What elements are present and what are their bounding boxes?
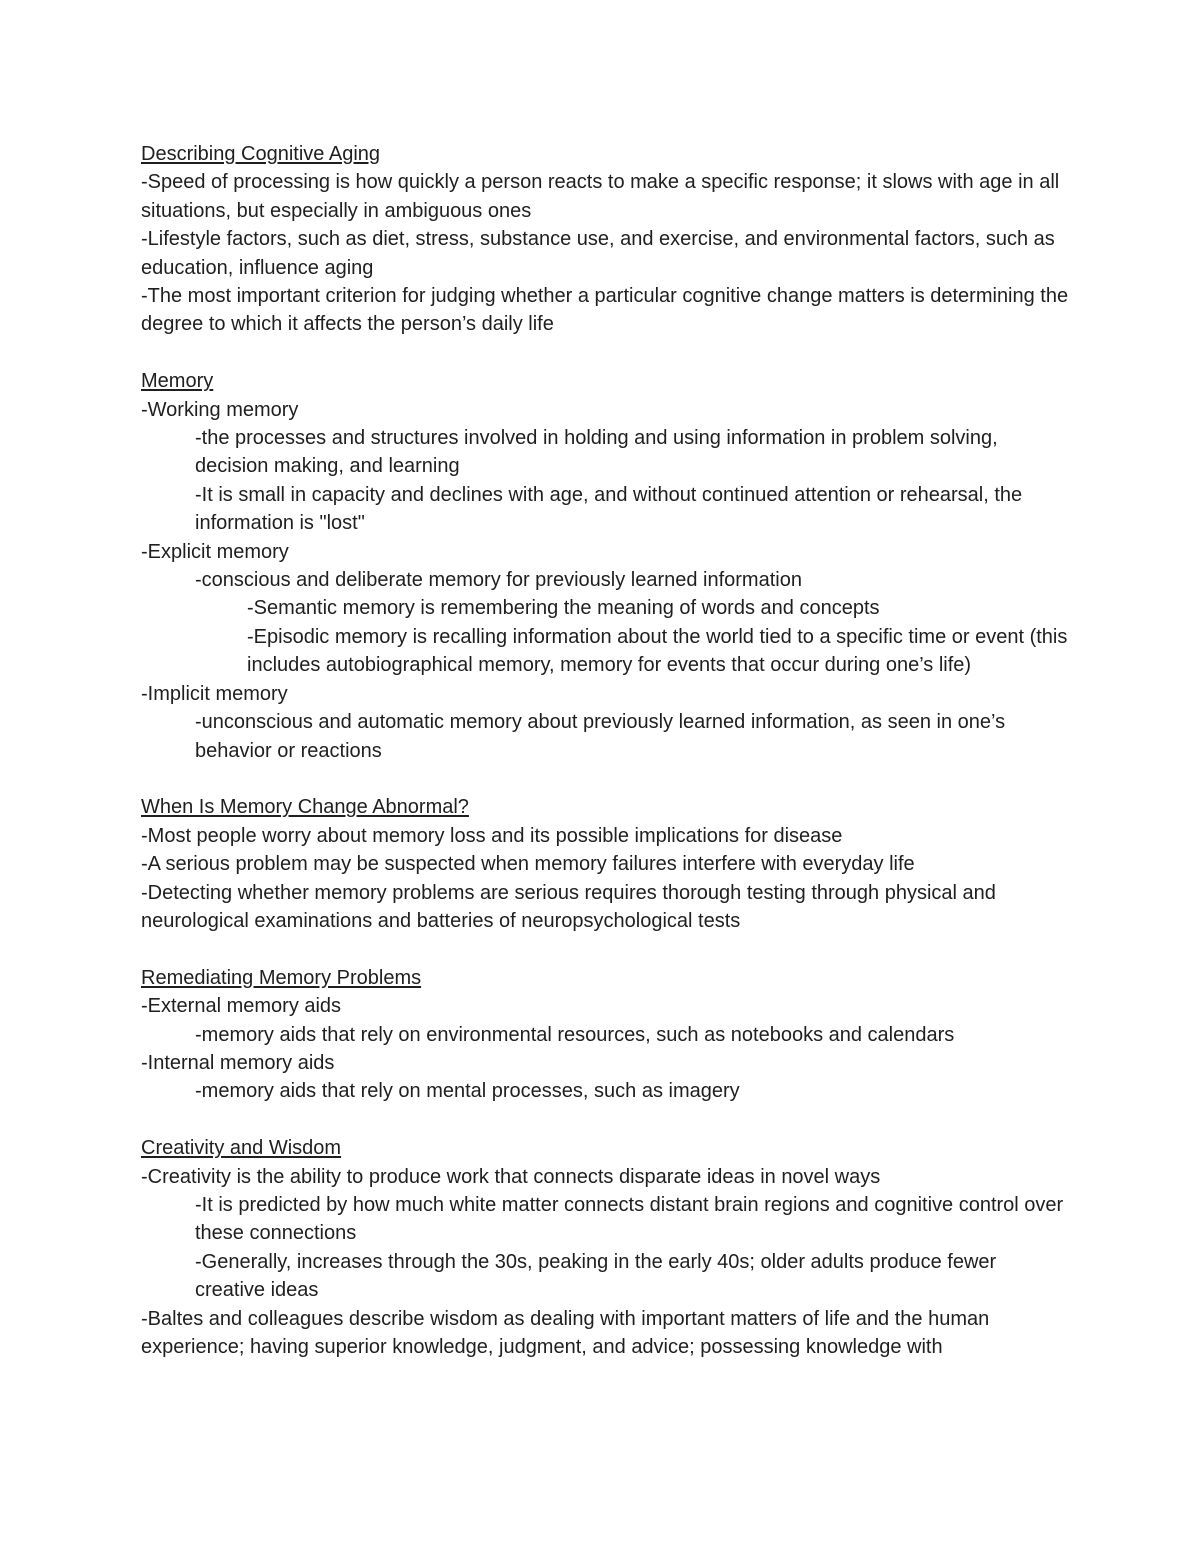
section-memory bbox=[141, 367, 1071, 765]
sub-sub-bullet-item: -Semantic memory is remembering the meaning of words and concepts bbox=[247, 597, 880, 620]
section-spacer bbox=[141, 339, 1071, 367]
section-spacer bbox=[141, 935, 1071, 963]
section-heading: Memory bbox=[141, 370, 214, 393]
sub-bullet-item: -conscious and deliberate memory for previously learned information bbox=[195, 569, 802, 592]
sub-bullet-item: -memory aids that rely on environmental resources, such as notebooks and calendars bbox=[195, 1023, 955, 1046]
sub-sub-bullet-item: -Episodic memory is recalling information about the world tied to a specific time or event (this includes autobiographical memory, memory for events that occur during one’s life) bbox=[247, 625, 1068, 677]
bullet-item: -Implicit memory bbox=[141, 682, 288, 705]
sub-bullet-item: -memory aids that rely on mental processes, such as imagery bbox=[195, 1080, 740, 1103]
bullet-item: -Detecting whether memory problems are serious requires thorough testing through physical and neurological examinations and batteries of neuropsychological tests bbox=[141, 881, 996, 932]
section-heading: Describing Cognitive Aging bbox=[141, 143, 381, 165]
section-heading: When Is Memory Change Abnormal? bbox=[141, 796, 469, 819]
sub-bullet-item: -It is predicted by how much white matter connects distant brain regions and cognitive control over these connections bbox=[195, 1193, 1064, 1245]
bullet-item: -Speed of processing is how quickly a person reacts to make a specific response; it slows with age in all situations, but especially in ambiguous ones bbox=[141, 171, 1060, 222]
bullet-item: -The most important criterion for judging whether a particular cognitive change matters is determining the degree to which it affects the person’s daily life bbox=[141, 285, 1069, 336]
section-spacer bbox=[141, 765, 1071, 793]
sub-bullet-item: -unconscious and automatic memory about previously learned information, as seen in one’s behavior or reactions bbox=[195, 711, 1006, 762]
bullet-item: -Internal memory aids bbox=[141, 1051, 335, 1074]
bullet-item: -Baltes and colleagues describe wisdom as dealing with important matters of life and the human experience; having superior knowledge, judgment, and advice; possessing knowledge with bbox=[141, 1307, 990, 1358]
bullet-item: -Working memory bbox=[141, 398, 299, 421]
bullet-item: -Most people worry about memory loss and its possible implications for disease bbox=[141, 824, 843, 847]
section-heading: Creativity and Wisdom bbox=[141, 1137, 342, 1160]
sub-bullet-item: -the processes and structures involved in holding and using information in problem solving, decision making, and learning bbox=[195, 427, 998, 478]
section-heading: Remediating Memory Problems bbox=[141, 966, 422, 989]
bullet-item: -Creativity is the ability to produce work that connects disparate ideas in novel ways bbox=[141, 1165, 881, 1188]
bullet-item: -Lifestyle factors, such as diet, stress, substance use, and exercise, and environmental factors, such as education, influence aging bbox=[141, 228, 1055, 279]
sub-bullet-item: -Generally, increases through the 30s, peaking in the early 40s; older adults produce fewer creative ideas bbox=[195, 1250, 997, 1302]
bullet-item: -Explicit memory bbox=[141, 540, 289, 563]
bullet-item: -External memory aids bbox=[141, 995, 342, 1018]
section-describing-cognitive-aging bbox=[141, 140, 1071, 339]
bullet-item: -A serious problem may be suspected when memory failures interfere with everyday life bbox=[141, 853, 915, 876]
sub-bullet-item: -It is small in capacity and declines with age, and without continued attention or rehearsal, the information is "lost" bbox=[195, 483, 1023, 535]
section-memory-change-abnormal bbox=[141, 793, 1071, 935]
document-page bbox=[141, 140, 1071, 1361]
section-spacer bbox=[141, 1106, 1071, 1134]
section-remediating-memory-problems bbox=[141, 964, 1071, 1106]
section-creativity-and-wisdom bbox=[141, 1134, 1071, 1361]
